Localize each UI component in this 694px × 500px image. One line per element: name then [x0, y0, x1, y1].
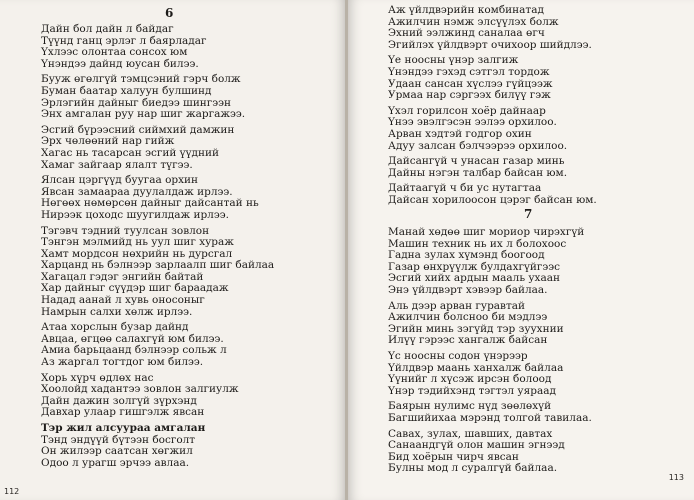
poem-line: Аж үйлдвэрийн комбинатад [388, 5, 544, 16]
poem-line: Арван хэдтэй годгор охин [388, 128, 532, 140]
stanza [388, 183, 688, 206]
poem-line: Нөгөөх нөмөрсөн дайныг дайсантай нь [41, 198, 259, 210]
poem-line: Үнээ эвэлгэсэн ээлээ орхилоо. [388, 117, 557, 129]
poem-line: Үнэндээ дайнд юусан билээ. [41, 58, 199, 70]
poem-line: Удаан сансан хүслээ гүйцээж [388, 78, 553, 90]
stanza [41, 226, 341, 319]
poem-line: Дайн дажин золгүй зүрхэнд [41, 395, 197, 407]
poem-line: Амиа барьцаанд бэлнээр сольж л [41, 345, 227, 357]
stanza [388, 5, 688, 51]
poem-line: Хагацал гэдэг энгийн байтай [41, 271, 204, 283]
poem-line: Энэ үйлдвэрт хэвээр байлаа. [388, 284, 548, 296]
poem-line: Явсан замаараа дуулалдаж ирлээ. [41, 186, 233, 198]
stanza [388, 227, 688, 297]
poem-line: Хамаг зайгаар ялалт түгээ. [41, 159, 193, 171]
stanza [388, 429, 688, 475]
poem-line: Булны мод л суралгүй байлаа. [388, 463, 558, 475]
poem-line: Хоолойд хадантээ зовлон залгиулж [41, 384, 239, 396]
poem-line: Тэр жил алсуураа амгалан [41, 422, 206, 434]
poem-line: Энх амгалан руу нар шиг жаргажээ. [41, 109, 246, 121]
poem-line: Эгийн минь зэгүйд тэр зуухнии [388, 323, 564, 335]
poem-line: Надад аанай л хувь оносоныг [41, 295, 205, 307]
poem-line: Аль дээр арван гуравтай [388, 300, 526, 312]
poem-line: Авцаа, өгцөө салахгүй юм билээ. [41, 333, 224, 345]
poem-section-heading: 6 [165, 6, 174, 20]
right-page [348, 0, 694, 500]
poem-line: Үйлдвэр маань ханхалж байлаа [388, 362, 564, 374]
left-page [0, 0, 346, 500]
poem-line: Илүү гэрээс хангалж байсан [388, 335, 548, 347]
poem-line: Аз жаргал тогтдог юм билээ. [41, 357, 204, 369]
poem-line: Дайсан хорилоосон цэрэг байсан юм. [388, 194, 597, 206]
stanza [388, 156, 688, 179]
poem-line: Бууж өгөлгүй тэмцсэний гэрч болж [41, 74, 241, 86]
poem-line: Хагас нь тасарсан эсгий үүдний [41, 147, 219, 159]
poem-section-heading: 7 [524, 207, 533, 221]
poem-line: Үнэндээ гэхэд сэтгэл тордож [388, 66, 550, 78]
poem-line: Дайсангүй ч унасан газар минь [388, 156, 565, 168]
page-number: 113 [668, 473, 684, 482]
poem-line: Буман баатар халуун булшинд [41, 85, 212, 97]
poem-line: Он жилээр саатсан хөгжил [41, 446, 193, 458]
poem-line: Санаандгүй олон машин эгнээд [388, 440, 565, 452]
poem-line: Эхний ээлжинд саналаа өгч [388, 28, 545, 40]
poem-line: Нирээк цоходс шуугилдаж ирлээ. [41, 209, 229, 221]
poem-line: Бид хоёрын чирч явсан [388, 451, 519, 463]
stanza [41, 175, 341, 221]
poem-verse-block [388, 5, 688, 211]
stanza [41, 74, 341, 120]
stanza [41, 24, 341, 70]
poem-line: Багшийихаа мэрэнд толгой тавилаа. [388, 412, 592, 424]
poem-line: Үхлээс олонтаа сонсох юм [41, 47, 188, 59]
poem-line: Эсгий бүрээсний сиймхий дамжин [41, 124, 235, 136]
stanza [388, 55, 688, 101]
stanza [388, 106, 688, 152]
poem-line: Адуу залсан бэлчээрээ орхилоо. [388, 140, 568, 152]
poem-verse-block [388, 227, 688, 479]
poem-line: Дайны нэгэн талбар байсан юм. [388, 167, 568, 179]
poem-line: Ажилчин нэмж элсүүлэх болж [388, 16, 559, 28]
poem-line: Үс ноосны содон үнэрээр [388, 350, 528, 362]
poem-line: Тэгэвч тэдний туулсан зовлон [41, 225, 210, 237]
poem-line: Үе ноосны үнэр залгиж [388, 55, 519, 67]
poem-line: Машин техник нь их л болохоос [388, 238, 567, 250]
poem-line: Харцанд нь бэлнээр зарлаалп шиг байлаа [41, 260, 275, 272]
poem-line: Давхар улаар гишгэлж явсан [41, 407, 205, 419]
poem-line: Эрх чөлөөний нар гийж [41, 136, 175, 148]
poem-line: Хамт мордсон нөхрийн нь дурсгал [41, 248, 233, 260]
poem-line: Эгийлэх үйлдвэрт очихоор шийдлээ. [388, 39, 592, 51]
poem-line: Дайн бол дайн л байдаг [41, 24, 174, 35]
poem-line: Тэнгэн мэлмийд нь уул шиг хураж [41, 237, 234, 249]
page-number: 112 [4, 487, 20, 496]
poem-line: Түүнд ганц эрлэг л баярладаг [41, 35, 207, 47]
poem-line: Одоо л урагш эрчээ авлаа. [41, 457, 190, 469]
poem-line: Хар дайныг сүүдэр шиг бараадаж [41, 283, 229, 295]
poem-line: Атаа хорслын бузар дайнд [41, 322, 189, 334]
stanza [41, 125, 341, 171]
stanza [388, 401, 688, 424]
poem-line: Ажилчин болсноо би мэдлээ [388, 312, 548, 324]
stanza [388, 351, 688, 397]
poem-line: Гадна зулах хүмэнд боогоод [388, 250, 545, 262]
poem-line: Намрын салхи хөлж ирлээ. [41, 306, 193, 318]
poem-line: Савах, зулах, шавших, давтах [388, 428, 553, 440]
poem-line: Үхэл горилсон хоёр дайнаар [388, 105, 546, 117]
poem-line: Тэнд эндүүй бүтээн босголт [41, 434, 196, 446]
poem-line: Эрлэгийн дайныг биедээ шингээн [41, 97, 232, 109]
poem-line: Баярын нулимс нүд зөөлөхүй [388, 401, 552, 413]
poem-line: Эсгий хийх ардын мааль ухаан [388, 273, 560, 285]
poem-line: Хорь хүрч өдлөх нас [41, 372, 154, 384]
poem-line: Үнэр тэдийхэнд тэгтэл уяраад [388, 385, 556, 397]
poem-line: Газар өнхрүүлж булдахгүйгээс [388, 261, 561, 273]
stanza [41, 373, 341, 419]
poem-line: Урмаа нар сэргээх билүү гэж [388, 90, 551, 102]
stanza [41, 322, 341, 368]
stanza [388, 301, 688, 347]
poem-line: Манай хөдөө шиг мориор чирэхгүй [388, 227, 585, 238]
poem-verse-block [41, 24, 341, 473]
stanza [41, 423, 341, 469]
poem-line: Дайтаагүй ч би ус нутагтаа [388, 183, 542, 195]
poem-line: Үүнийг л хүсэж ирсэн болоод [388, 374, 552, 386]
poem-line: Ялсан цэргүүд буугаа орхин [41, 175, 199, 187]
